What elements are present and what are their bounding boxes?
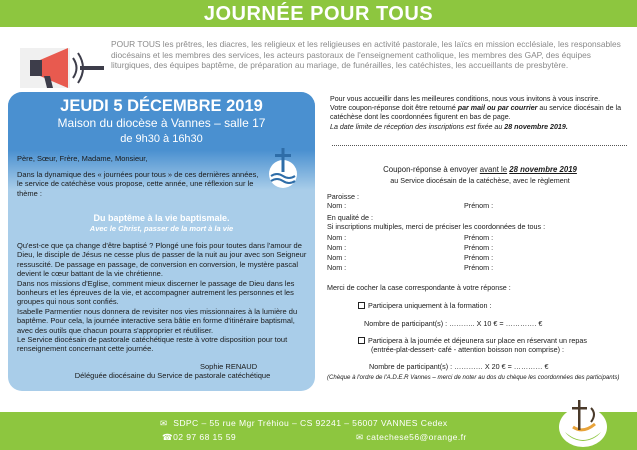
coupon-title: Coupon-réponse à envoyer avant le 28 novembre 2019 — [383, 165, 577, 174]
participant-row[interactable]: Nom : Prénom : — [327, 233, 494, 242]
participant-row[interactable]: Nom : Prénom : — [327, 263, 494, 272]
event-time: de 9h30 à 16h30 — [120, 133, 203, 145]
baptism-cross-icon — [262, 146, 304, 192]
return-text: Votre coupon-réponse doit être retourné par mail ou par courrier au service diocésain de la catéchèse dont les coordonnées figurent en bas de page. — [330, 104, 622, 122]
signature-role: Déléguée diocésaine du Service de pastorale catéchétique — [74, 371, 271, 380]
count-full-day[interactable]: Nombre de participant(s) : ………… X 20 € = ………… € — [369, 362, 549, 371]
event-date: JEUDI 5 DÉCEMBRE 2019 — [60, 97, 263, 115]
footer-phone: ☎02 97 68 15 59 — [162, 432, 237, 442]
letter-salutation: Père, Sœur, Frère, Madame, Monsieur, — [17, 154, 148, 163]
option-full-day[interactable]: Participera à la journée et déjeunera sur place en réservant un repas — [358, 336, 587, 345]
intro-text: POUR TOUS les prêtres, les diacres, les religieux et les religieuses en activité pastorale, les laïcs en mission ecclésiale, les responsables diocésains et les membres des services, les acteurs pastoraux de l'enseignement catholique, les membres des GAP, des équipes liturgiques, des équipes baptême, de préparation au mariage, de funérailles, les catéchistes, les accueillants de presbytère. — [111, 39, 621, 71]
mail-icon: ✉ — [160, 418, 168, 428]
phone-icon: ☎ — [162, 432, 174, 442]
payment-note: (Chèque à l'ordre de l'A.D.E.R Vannes – merci de noter au dos du chèque les coordonnées des participants) — [327, 374, 620, 381]
email-icon: ✉ — [356, 432, 364, 442]
multiple-note: Si inscriptions multiples, merci de préciser les coordonnées de tous : — [327, 222, 546, 231]
qualite-field[interactable]: En qualité de : — [327, 213, 373, 222]
footer-email[interactable]: ✉ catechese56@orange.fr — [356, 432, 467, 442]
letter-body — [17, 241, 309, 354]
name-row[interactable]: Nom : Prénom : — [327, 201, 494, 210]
cut-line — [332, 145, 627, 146]
welcome-text: Pour vous accueillir dans les meilleures conditions, nous vous invitons à vous inscrire. — [330, 95, 601, 103]
theme-subtitle: Avec le Christ, passer de la mort à la vie — [89, 224, 234, 233]
letter-intro: Dans la dynamique des « journées pour tous » de ces dernières années, le service de catéchèse vous propose, cette année, une réflexion sur le thème : — [17, 170, 259, 198]
check-instructions: Merci de cocher la case correspondante à votre réponse : — [327, 283, 511, 292]
diocese-logo — [555, 394, 611, 448]
page-title: JOURNÉE POUR TOUS — [203, 3, 434, 25]
registration-info — [330, 95, 630, 132]
letter-paragraph: Dans nos missions d'Eglise, comment mieux discerner le passage de Dieu dans les bonheurs et les épreuves de la vie, et accompagner autrement les personnes et les groupes qui nous sont confiés. — [17, 278, 295, 307]
letter-paragraph: Qu'est-ce que ça change d'être baptisé ? Plongé une fois pour toutes dans l'amour de Dieu, le disciple de Jésus ne cesse plus de passer de la nuit au jour avec son Seigneur ressuscité. De passage en passage, de conversion en conversion, le mystère pascal devient le cœur battant de la vie chrétienne. — [17, 241, 307, 279]
count-training[interactable]: Nombre de participant(s) : ……….. X 10 € = …………. € — [364, 319, 543, 328]
option-training-only[interactable]: Participera uniquement à la formation : — [358, 301, 491, 310]
participant-row[interactable]: Nom : Prénom : — [327, 243, 494, 252]
megaphone-icon — [20, 38, 104, 96]
meal-note: (entrée-plat-dessert- café - attention boisson non comprise) : — [371, 345, 564, 354]
coupon-subtitle: au Service diocésain de la catéchèse, avec le règlement — [390, 176, 570, 185]
paroisse-field[interactable]: Paroisse : — [327, 192, 359, 201]
option-full-day-checkbox[interactable] — [358, 337, 365, 344]
option-training-checkbox[interactable] — [358, 302, 365, 309]
letter-paragraph: Le Service diocésain de pastorale catéchétique reste à votre disposition pour tout renseignement concernant cette journée. — [17, 335, 288, 354]
letter-paragraph: Isabelle Parmentier nous donnera de revisiter nos vies missionnaires à la lumière du baptême. Pour cela, la journée interactive sera bâtie en forme d'itinéraire baptismal, avec des outils que chacun pourra s'approprier et réutiliser. — [17, 306, 298, 335]
signature-name: Sophie RENAUD — [200, 362, 258, 371]
event-place: Maison du diocèse à Vannes – salle 17 — [57, 116, 266, 130]
deadline-text: La date limite de réception des inscriptions est fixée au 28 novembre 2019. — [330, 122, 568, 131]
footer-address: ✉ SDPC – 55 rue Mgr Tréhiou – CS 92241 – 56007 VANNES Cedex — [160, 418, 448, 428]
participant-row[interactable]: Nom : Prénom : — [327, 253, 494, 262]
theme-title: Du baptême à la vie baptismale. — [93, 213, 230, 223]
